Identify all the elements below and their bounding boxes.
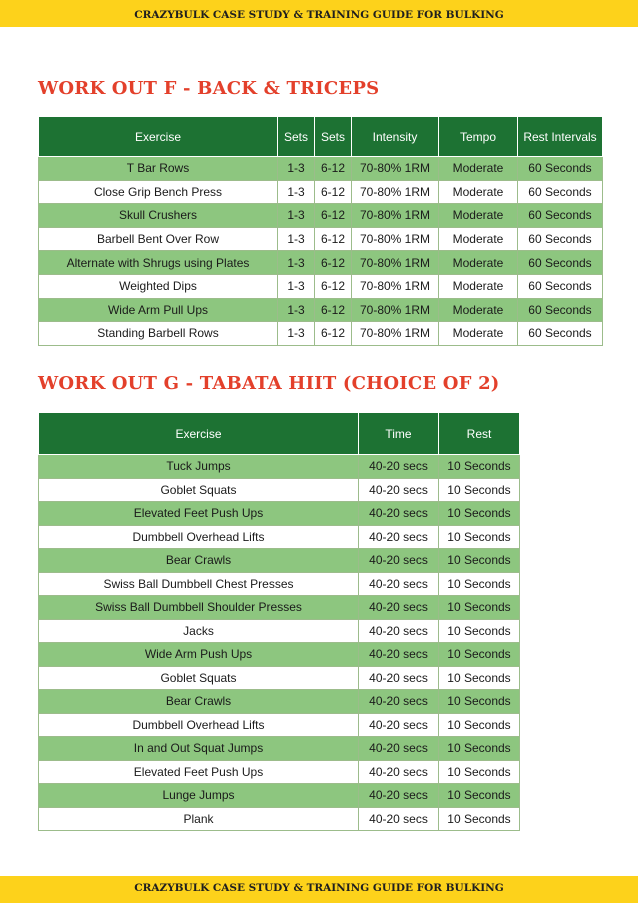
workout-f-rows — [39, 157, 603, 346]
cell-rest: 10 Seconds — [439, 713, 520, 737]
workout-f-table — [38, 116, 603, 346]
cell-tempo: Moderate — [439, 274, 518, 298]
table-row — [39, 227, 603, 251]
cell-time: 40-20 secs — [359, 478, 439, 502]
table-row — [39, 322, 603, 346]
column-header-exercise: Exercise — [39, 413, 359, 455]
cell-rest: 10 Seconds — [439, 525, 520, 549]
table-row — [39, 643, 520, 667]
cell-sets: 1-3 — [278, 204, 315, 228]
table-row — [39, 274, 603, 298]
cell-time: 40-20 secs — [359, 596, 439, 620]
table-row — [39, 455, 520, 479]
table-row — [39, 784, 520, 808]
cell-time: 40-20 secs — [359, 549, 439, 573]
column-header-rest: Rest — [439, 413, 520, 455]
column-header-sets: Sets — [278, 117, 315, 157]
cell-intensity: 70-80% 1RM — [352, 251, 439, 275]
cell-exercise: Elevated Feet Push Ups — [39, 760, 359, 784]
cell-exercise: Swiss Ball Dumbbell Shoulder Presses — [39, 596, 359, 620]
cell-tempo: Moderate — [439, 180, 518, 204]
cell-reps: 6-12 — [315, 227, 352, 251]
cell-reps: 6-12 — [315, 251, 352, 275]
cell-time: 40-20 secs — [359, 713, 439, 737]
cell-sets: 1-3 — [278, 157, 315, 181]
table-row — [39, 180, 603, 204]
table-row — [39, 713, 520, 737]
cell-tempo: Moderate — [439, 204, 518, 228]
cell-rest: 60 Seconds — [518, 322, 603, 346]
cell-exercise: Goblet Squats — [39, 478, 359, 502]
cell-time: 40-20 secs — [359, 760, 439, 784]
cell-reps: 6-12 — [315, 274, 352, 298]
cell-intensity: 70-80% 1RM — [352, 180, 439, 204]
table-row — [39, 572, 520, 596]
table-row — [39, 478, 520, 502]
table-row — [39, 525, 520, 549]
column-header-tempo: Tempo — [439, 117, 518, 157]
cell-rest: 10 Seconds — [439, 549, 520, 573]
table-header-row — [39, 413, 520, 455]
cell-exercise: In and Out Squat Jumps — [39, 737, 359, 761]
cell-sets: 1-3 — [278, 180, 315, 204]
cell-rest: 10 Seconds — [439, 666, 520, 690]
cell-time: 40-20 secs — [359, 737, 439, 761]
cell-time: 40-20 secs — [359, 455, 439, 479]
cell-time: 40-20 secs — [359, 643, 439, 667]
cell-tempo: Moderate — [439, 251, 518, 275]
table-row — [39, 157, 603, 181]
cell-intensity: 70-80% 1RM — [352, 204, 439, 228]
workout-g-rows — [39, 455, 520, 831]
cell-time: 40-20 secs — [359, 807, 439, 831]
cell-exercise: Swiss Ball Dumbbell Chest Presses — [39, 572, 359, 596]
cell-exercise: Dumbbell Overhead Lifts — [39, 713, 359, 737]
cell-tempo: Moderate — [439, 157, 518, 181]
cell-rest: 10 Seconds — [439, 572, 520, 596]
cell-reps: 6-12 — [315, 180, 352, 204]
cell-exercise: Plank — [39, 807, 359, 831]
cell-time: 40-20 secs — [359, 619, 439, 643]
cell-rest: 60 Seconds — [518, 180, 603, 204]
cell-reps: 6-12 — [315, 298, 352, 322]
cell-exercise: Goblet Squats — [39, 666, 359, 690]
cell-time: 40-20 secs — [359, 525, 439, 549]
cell-rest: 60 Seconds — [518, 251, 603, 275]
table-row — [39, 619, 520, 643]
table-row — [39, 690, 520, 714]
cell-rest: 10 Seconds — [439, 502, 520, 526]
table-row — [39, 251, 603, 275]
table-row — [39, 502, 520, 526]
table-row — [39, 596, 520, 620]
cell-exercise: Standing Barbell Rows — [39, 322, 278, 346]
cell-exercise: Close Grip Bench Press — [39, 180, 278, 204]
cell-time: 40-20 secs — [359, 784, 439, 808]
cell-rest: 10 Seconds — [439, 455, 520, 479]
table-row — [39, 737, 520, 761]
cell-tempo: Moderate — [439, 298, 518, 322]
cell-rest: 10 Seconds — [439, 596, 520, 620]
cell-sets: 1-3 — [278, 274, 315, 298]
cell-intensity: 70-80% 1RM — [352, 274, 439, 298]
cell-time: 40-20 secs — [359, 572, 439, 596]
cell-exercise: Barbell Bent Over Row — [39, 227, 278, 251]
cell-rest: 10 Seconds — [439, 760, 520, 784]
cell-exercise: Bear Crawls — [39, 690, 359, 714]
header-banner: CRAZYBULK CASE STUDY & TRAINING GUIDE FOR BULKING — [0, 0, 638, 27]
cell-exercise: Jacks — [39, 619, 359, 643]
cell-exercise: Lunge Jumps — [39, 784, 359, 808]
cell-exercise: Bear Crawls — [39, 549, 359, 573]
cell-rest: 10 Seconds — [439, 807, 520, 831]
cell-rest: 60 Seconds — [518, 204, 603, 228]
cell-rest: 60 Seconds — [518, 274, 603, 298]
cell-rest: 60 Seconds — [518, 157, 603, 181]
column-header-rest: Rest Intervals — [518, 117, 603, 157]
cell-time: 40-20 secs — [359, 690, 439, 714]
column-header-time: Time — [359, 413, 439, 455]
table-row — [39, 666, 520, 690]
cell-intensity: 70-80% 1RM — [352, 157, 439, 181]
cell-rest: 10 Seconds — [439, 643, 520, 667]
cell-reps: 6-12 — [315, 322, 352, 346]
table-row — [39, 807, 520, 831]
cell-exercise: Alternate with Shrugs using Plates — [39, 251, 278, 275]
cell-tempo: Moderate — [439, 227, 518, 251]
cell-sets: 1-3 — [278, 227, 315, 251]
cell-exercise: Wide Arm Pull Ups — [39, 298, 278, 322]
cell-time: 40-20 secs — [359, 502, 439, 526]
cell-exercise: Weighted Dips — [39, 274, 278, 298]
table-row — [39, 298, 603, 322]
cell-rest: 10 Seconds — [439, 478, 520, 502]
workout-f-title: WORK OUT F - BACK & TRICEPS — [38, 78, 380, 99]
cell-sets: 1-3 — [278, 322, 315, 346]
cell-exercise: Tuck Jumps — [39, 455, 359, 479]
cell-exercise: T Bar Rows — [39, 157, 278, 181]
column-header-intensity: Intensity — [352, 117, 439, 157]
cell-rest: 10 Seconds — [439, 619, 520, 643]
cell-exercise: Wide Arm Push Ups — [39, 643, 359, 667]
table-header-row — [39, 117, 603, 157]
cell-tempo: Moderate — [439, 322, 518, 346]
cell-exercise: Elevated Feet Push Ups — [39, 502, 359, 526]
cell-rest: 60 Seconds — [518, 227, 603, 251]
table-row — [39, 760, 520, 784]
cell-rest: 10 Seconds — [439, 784, 520, 808]
cell-sets: 1-3 — [278, 251, 315, 275]
cell-rest: 10 Seconds — [439, 737, 520, 761]
cell-intensity: 70-80% 1RM — [352, 322, 439, 346]
footer-banner: CRAZYBULK CASE STUDY & TRAINING GUIDE FOR BULKING — [0, 876, 638, 903]
cell-sets: 1-3 — [278, 298, 315, 322]
column-header-reps: Sets — [315, 117, 352, 157]
table-row — [39, 204, 603, 228]
cell-exercise: Skull Crushers — [39, 204, 278, 228]
cell-rest: 10 Seconds — [439, 690, 520, 714]
cell-rest: 60 Seconds — [518, 298, 603, 322]
cell-intensity: 70-80% 1RM — [352, 227, 439, 251]
table-row — [39, 549, 520, 573]
cell-reps: 6-12 — [315, 204, 352, 228]
column-header-exercise: Exercise — [39, 117, 278, 157]
cell-reps: 6-12 — [315, 157, 352, 181]
cell-time: 40-20 secs — [359, 666, 439, 690]
workout-g-title: WORK OUT G - TABATA HIIT (CHOICE OF 2) — [38, 373, 500, 394]
cell-intensity: 70-80% 1RM — [352, 298, 439, 322]
workout-g-table — [38, 412, 520, 831]
cell-exercise: Dumbbell Overhead Lifts — [39, 525, 359, 549]
